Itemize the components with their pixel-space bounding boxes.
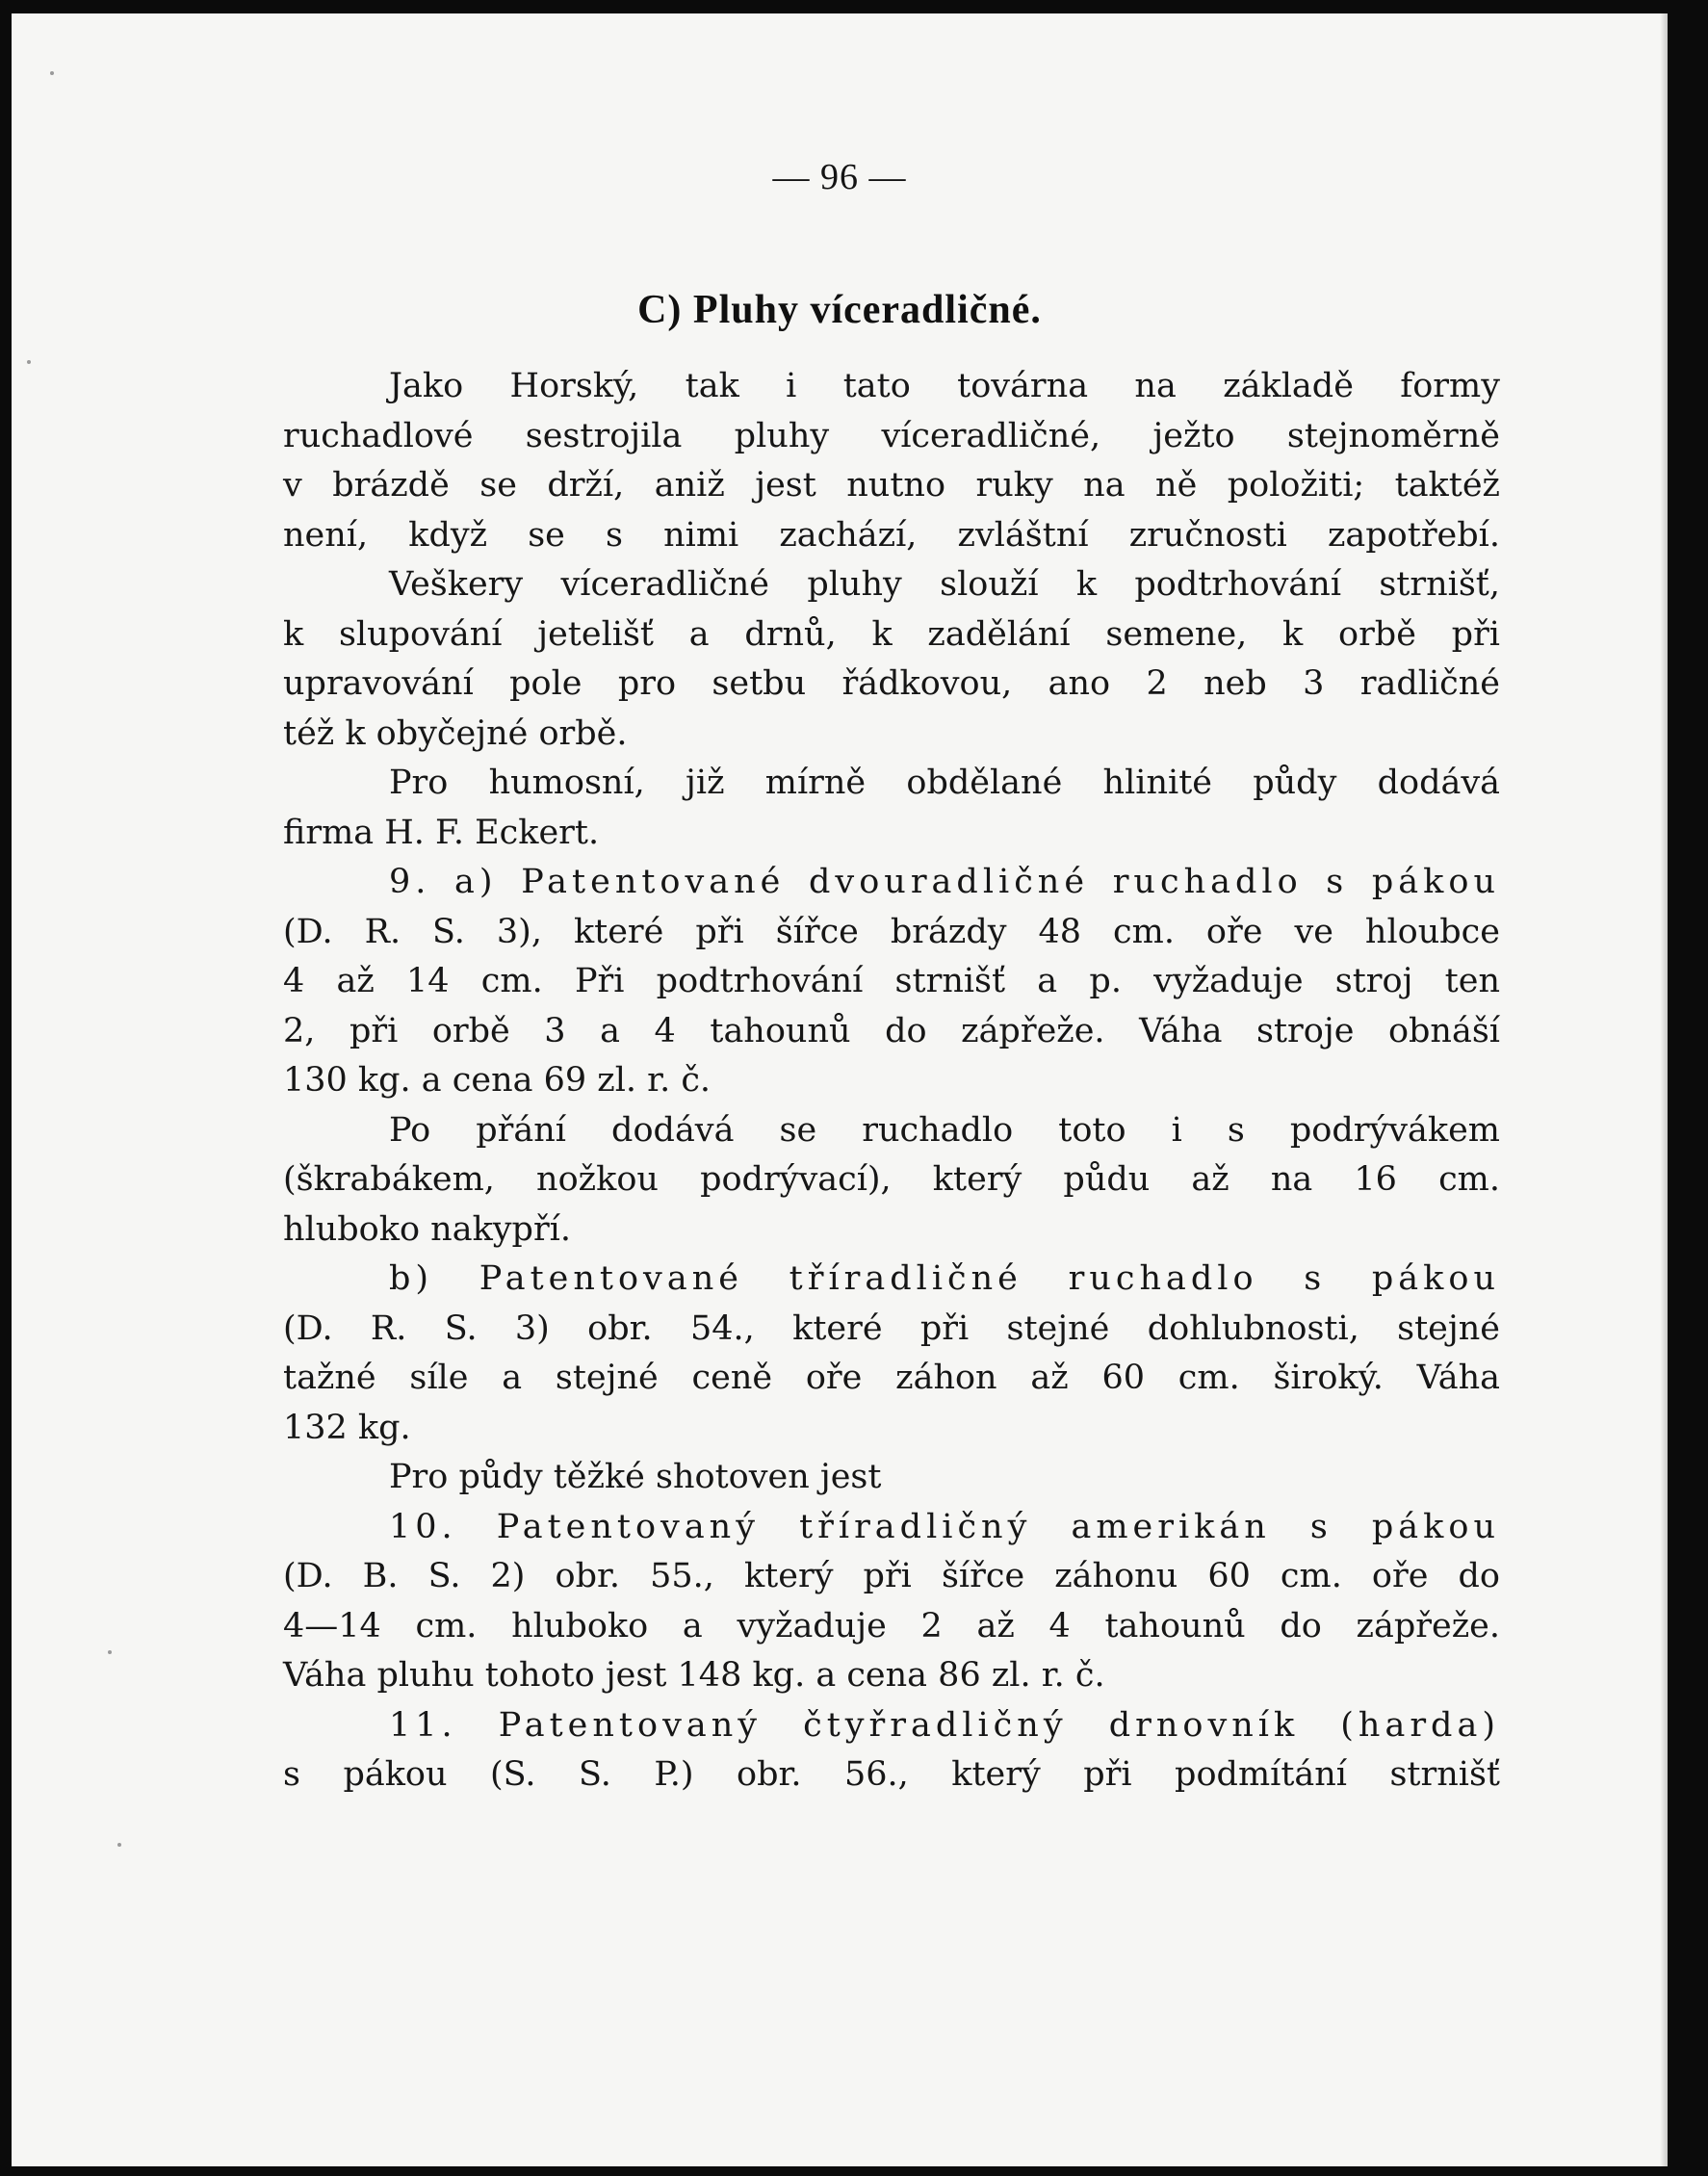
text-line: Veškery víceradličné pluhy slouží k podtrhování strnišť, xyxy=(389,565,1500,604)
scan-speck xyxy=(117,1843,121,1847)
text-line: firma H. F. Eckert. xyxy=(283,813,600,852)
body-text xyxy=(283,362,1500,1800)
text-line: 4—14 cm. hluboko a vyžaduje 2 až 4 tahounů do zápřeže. xyxy=(283,1606,1500,1645)
scan-speck xyxy=(108,1650,112,1654)
text-line: Pro humosní, již mírně obdělané hlinité půdy dodává xyxy=(389,764,1500,802)
text-line: 130 kg. a cena 69 zl. r. č. xyxy=(283,1061,712,1100)
text-line: ruchadlové sestrojila pluhy víceradličné, ježto stejnoměrně xyxy=(283,416,1500,455)
text-line: 132 kg. xyxy=(283,1408,411,1447)
text-line: Po přání dodává se ruchadlo toto i s podrývákem xyxy=(389,1110,1500,1150)
page-number: — 96 — xyxy=(772,157,907,197)
text-line: v brázdě se drží, aniž jest nutno ruky na ně položiti; taktéž xyxy=(283,466,1500,505)
text-line: 9. a) Patentované dvouradličné ruchadlo s pákou xyxy=(389,863,1500,901)
text-line: (D. R. S. 3) obr. 54., které při stejné dohlubnosti, stejné xyxy=(283,1308,1500,1348)
text-line: tažné síle a stejné ceně oře záhon až 60 cm. široký. Váha xyxy=(283,1359,1500,1397)
scan-speck xyxy=(27,360,31,364)
text-line: k slupování jetelišť a drnů, k zadělání semene, k orbě při xyxy=(283,614,1500,654)
text-line: (D. R. S. 3), které při šířce brázdy 48 cm. oře ve hloubce xyxy=(283,912,1500,951)
text-line: 4 až 14 cm. Při podtrhování strnišť a p. vyžaduje stroj ten xyxy=(283,962,1500,1000)
text-line: b) Patentované tříradličné ruchadlo s pákou xyxy=(389,1259,1500,1298)
text-line: s pákou (S. S. P.) obr. 56., který při podmítání strnišť xyxy=(283,1755,1500,1794)
text-line: Váha pluhu tohoto jest 148 kg. a cena 86 zl. r. č. xyxy=(283,1656,1105,1695)
text-line: není, když se s nimi zachází, zvláštní zručnosti zapotřebí. xyxy=(283,515,1500,555)
text-line: upravování pole pro setbu řádkovou, ano 2 neb 3 radličné xyxy=(283,664,1500,703)
section-heading: C) Pluhy víceradličné. xyxy=(637,288,1042,332)
text-line: Jako Horský, tak i tato továrna na základě formy xyxy=(389,367,1500,405)
text-line: 10. Patentovaný tříradličný amerikán s pákou xyxy=(389,1507,1500,1546)
text-line: Pro půdy těžké shotoven jest xyxy=(389,1458,882,1496)
text-line: (D. B. S. 2) obr. 55., který při šířce záhonu 60 cm. oře do xyxy=(283,1557,1500,1595)
text-line: (škrabákem, nožkou podrývací), který půdu až na 16 cm. xyxy=(283,1160,1500,1199)
text-line: 11. Patentovaný čtyřradličný drnovník (harda) xyxy=(389,1705,1500,1745)
text-line: též k obyčejné orbě. xyxy=(283,713,628,753)
text-line: 2, při orbě 3 a 4 tahounů do zápřeže. Váha stroje obnáší xyxy=(283,1011,1500,1050)
scanned-page xyxy=(12,13,1668,2166)
page-edge-shadow xyxy=(1660,13,1668,2166)
scan-speck xyxy=(50,71,54,75)
text-line: hluboko nakypří. xyxy=(283,1209,572,1249)
